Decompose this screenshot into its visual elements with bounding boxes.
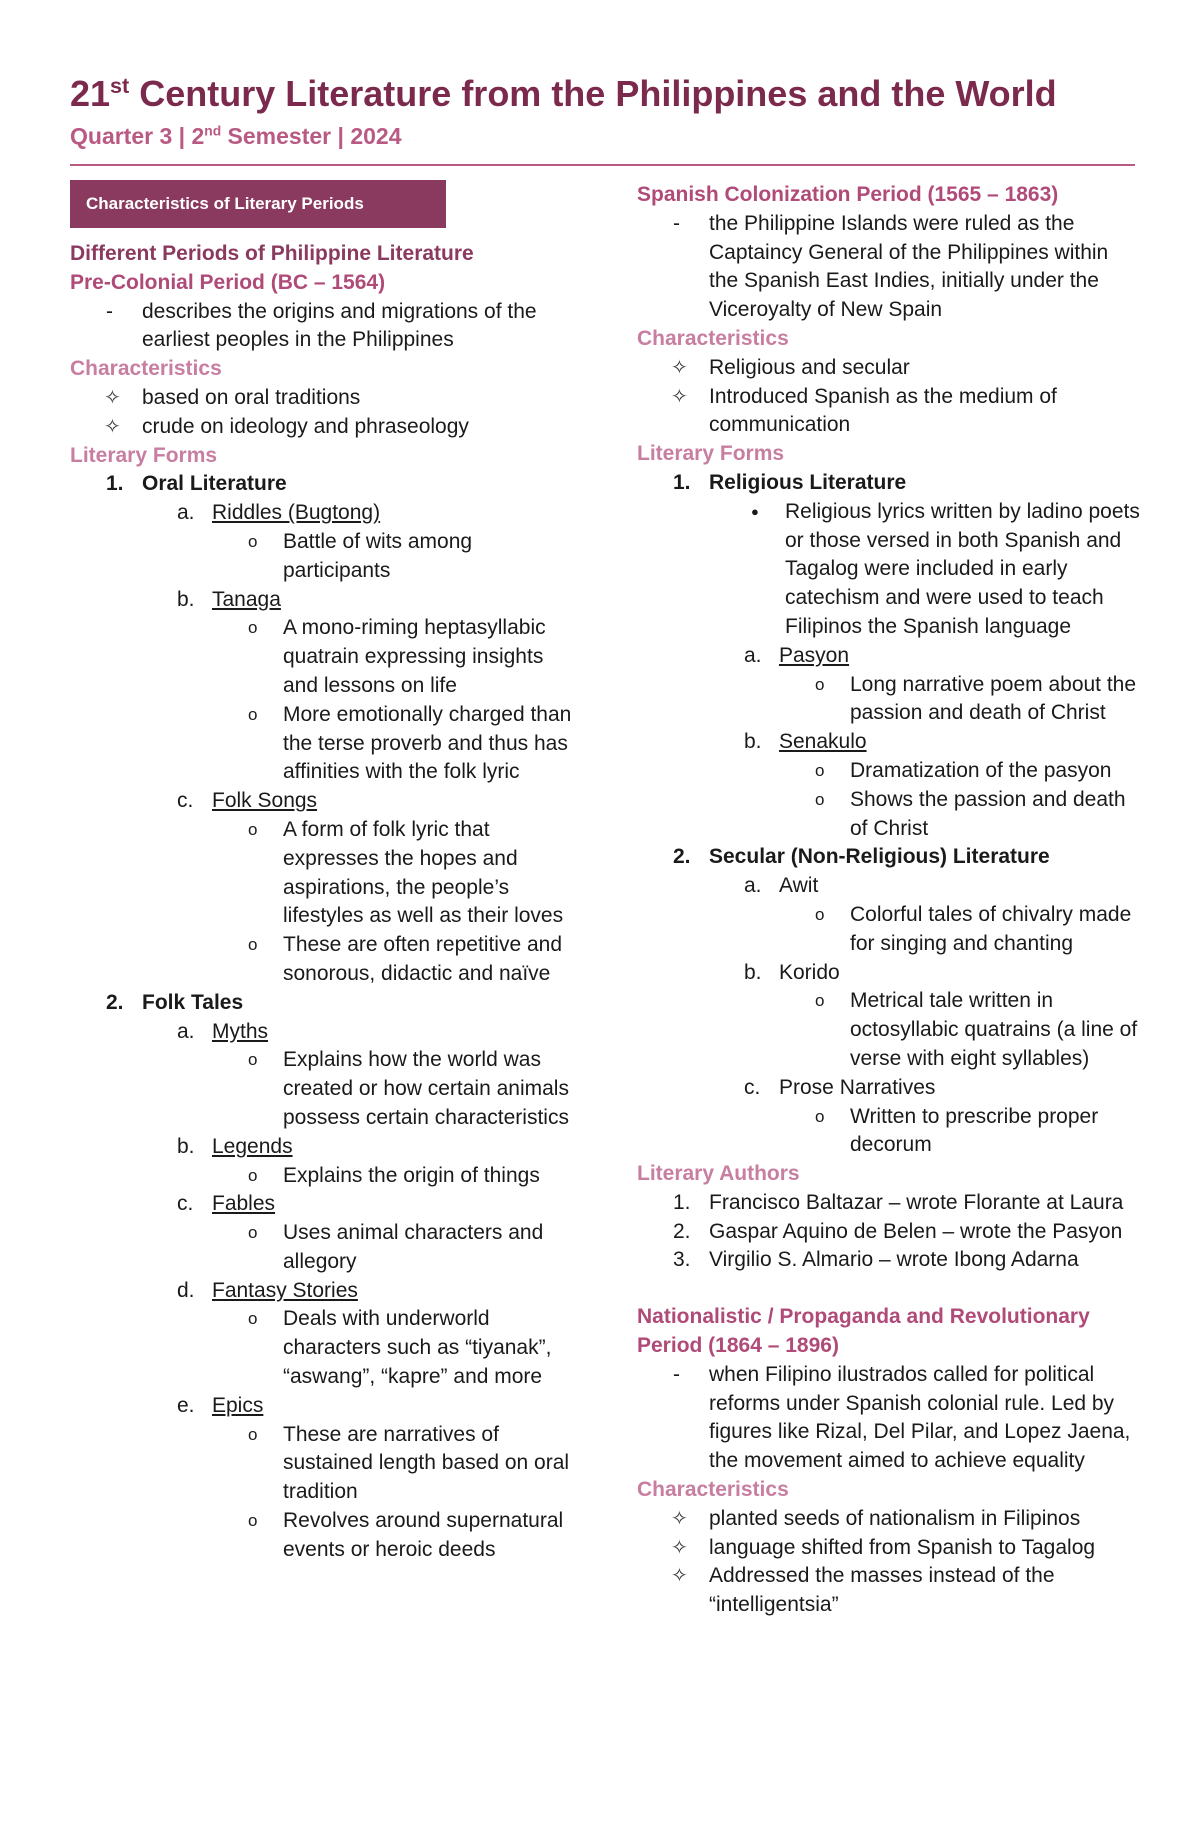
circle-bullet-icon: o (248, 935, 258, 955)
circle-bullet-icon: o (815, 674, 825, 694)
sub-point: o Dramatization of the pasyon (637, 757, 1142, 786)
lettered-item: a. Myths (177, 1019, 269, 1043)
sub-point: o Written to prescribe proper decorum (815, 1104, 1099, 1157)
sub-point: o Revolves around supernatural events or heroic deeds (248, 1509, 564, 1561)
period-description: - describes the origins and migrations of the earliest peoples in the Philippines (70, 298, 575, 356)
lettered-item: e. Epics (177, 1393, 264, 1417)
characteristics-heading: Characteristics (70, 357, 222, 381)
sub-point: o These are often repetitive and sonorous, didactic and naïve (248, 933, 563, 985)
circle-bullet-icon: o (248, 1424, 258, 1444)
numbered-item: 2. Folk Tales (106, 990, 244, 1014)
lettered-item: b. Senakulo (744, 730, 867, 754)
circle-bullet-icon: o (815, 760, 825, 780)
star-icon: ✧ (671, 1507, 688, 1530)
star-icon: ✧ (104, 386, 121, 409)
document-header (70, 70, 1135, 152)
sub-point: o Colorful tales of chivalry made for singing and chanting (815, 902, 1132, 955)
circle-bullet-icon: o (248, 819, 258, 839)
characteristics-heading: Characteristics (637, 1478, 789, 1502)
period-heading: Spanish Colonization Period (1565 – 1863) (637, 183, 1059, 206)
characteristic-item: ✧ Religious and secular (637, 354, 1142, 383)
section-heading: Different Periods of Philippine Literature (70, 242, 474, 265)
left-column (70, 180, 575, 1565)
characteristic-item: ✧ planted seeds of nationalism in Filipinos (637, 1505, 1142, 1534)
lettered-item: b. Korido (744, 960, 840, 984)
literary-forms-heading: Literary Forms (637, 442, 785, 466)
bullet-icon: ● (751, 503, 759, 519)
circle-bullet-icon: o (248, 1165, 258, 1185)
sub-point: o These are narratives of sustained length based on oral tradition (248, 1422, 570, 1504)
circle-bullet-icon: o (248, 1050, 258, 1070)
circle-bullet-icon: o (815, 789, 825, 809)
circle-bullet-icon: o (815, 1106, 825, 1126)
sub-point: o Uses animal characters and allegory (248, 1221, 544, 1273)
sub-point: o A form of folk lyric that expresses the hopes and aspirations, the people’s lifestyles as well as their loves (248, 817, 564, 928)
sub-point: o Deals with underworld characters such as “tiyanak”, “aswang”, “kapre” and more (248, 1307, 552, 1389)
star-icon: ✧ (104, 415, 121, 438)
characteristic-item: ✧ based on oral traditions (70, 384, 575, 413)
sub-point: o More emotionally charged than the terse proverb and thus has affinities with the folk lyric (248, 702, 572, 784)
bullet-point: ● Religious lyrics written by ladino poets or those versed in both Spanish and Tagalog were included in early catechism and were used to teach Filipinos the Spanish language (751, 499, 1140, 638)
numbered-item: 2. Secular (Non-Religious) Literature (673, 845, 1050, 869)
characteristic-item: ✧ language shifted from Spanish to Tagalog (637, 1534, 1142, 1563)
lettered-item: c. Prose Narratives (744, 1075, 936, 1099)
period-description: - the Philippine Islands were ruled as the Captaincy General of the Philippines within the Spanish East Indies, initially under the Viceroyalty of New Spain (637, 210, 1142, 325)
circle-bullet-icon: o (248, 618, 258, 638)
lettered-item: c. Folk Songs (177, 789, 318, 813)
characteristics-heading: Characteristics (637, 326, 789, 350)
author-item: 3. Virgilio S. Almario – wrote Ibong Adarna (673, 1248, 1079, 1272)
star-icon: ✧ (671, 1565, 688, 1588)
circle-bullet-icon: o (815, 991, 825, 1011)
lettered-item: b. Legends (177, 1134, 293, 1158)
document-title: 21st Century Literature from the Philippines and the World (70, 73, 1057, 114)
period-heading: Nationalistic / Propaganda and Revolutionary Period (1864 – 1896) (637, 1305, 1090, 1358)
period-description: - when Filipino ilustrados called for political reforms under Spanish colonial rule. Led by figures like Rizal, Del Pilar, and Lopez Jaena, the movement aimed to achieve equality (637, 1361, 1142, 1476)
lettered-item: a. Awit (744, 874, 819, 898)
star-icon: ✧ (671, 356, 688, 379)
numbered-item: 1. Religious Literature (673, 470, 907, 494)
characteristic-item: ✧ Introduced Spanish as the medium of communication (671, 384, 1057, 437)
lettered-item: a. Riddles (Bugtong) (177, 501, 381, 525)
characteristic-item: ✧ crude on ideology and phraseology (70, 413, 575, 442)
lettered-item: b. Tanaga (177, 587, 281, 611)
circle-bullet-icon: o (815, 904, 825, 924)
sub-point: o Shows the passion and death of Christ (815, 787, 1126, 840)
sub-point: o Metrical tale written in octosyllabic quatrains (a line of verse with eight syllables) (815, 989, 1138, 1070)
literary-forms-heading: Literary Forms (70, 443, 218, 467)
sub-point: o Explains the origin of things (70, 1162, 575, 1191)
lettered-item: a. Pasyon (744, 643, 850, 667)
circle-bullet-icon: o (248, 1223, 258, 1243)
section-banner: Characteristics of Literary Periods (70, 180, 446, 228)
spacer (637, 1275, 1142, 1303)
circle-bullet-icon: o (248, 1511, 258, 1531)
author-item: 1. Francisco Baltazar – wrote Florante at Laura (673, 1190, 1124, 1214)
document-subtitle: Quarter 3 | 2nd Semester | 2024 (70, 123, 402, 149)
sub-point: o A mono-riming heptasyllabic quatrain expressing insights and lessons on life (248, 616, 546, 697)
circle-bullet-icon: o (248, 1309, 258, 1329)
author-item: 2. Gaspar Aquino de Belen – wrote the Pasyon (673, 1219, 1123, 1243)
circle-bullet-icon: o (248, 531, 258, 551)
characteristic-item: ✧ Addressed the masses instead of the “intelligentsia” (671, 1564, 1055, 1617)
period-heading: Pre-Colonial Period (BC – 1564) (70, 270, 386, 294)
sub-point: o Long narrative poem about the passion and death of Christ (815, 672, 1137, 725)
right-column (637, 181, 1142, 1620)
lettered-item: d. Fantasy Stories (177, 1278, 358, 1302)
numbered-item: 1. Oral Literature (106, 472, 287, 496)
header-divider (70, 164, 1135, 166)
sub-point: o Explains how the world was created or how certain animals possess certain characteristics (248, 1048, 569, 1129)
literary-authors-heading: Literary Authors (637, 1162, 800, 1186)
star-icon: ✧ (671, 1536, 688, 1559)
sub-point: o Battle of wits among participants (248, 529, 473, 582)
circle-bullet-icon: o (248, 704, 258, 724)
lettered-item: c. Fables (177, 1192, 276, 1216)
star-icon: ✧ (671, 385, 688, 408)
